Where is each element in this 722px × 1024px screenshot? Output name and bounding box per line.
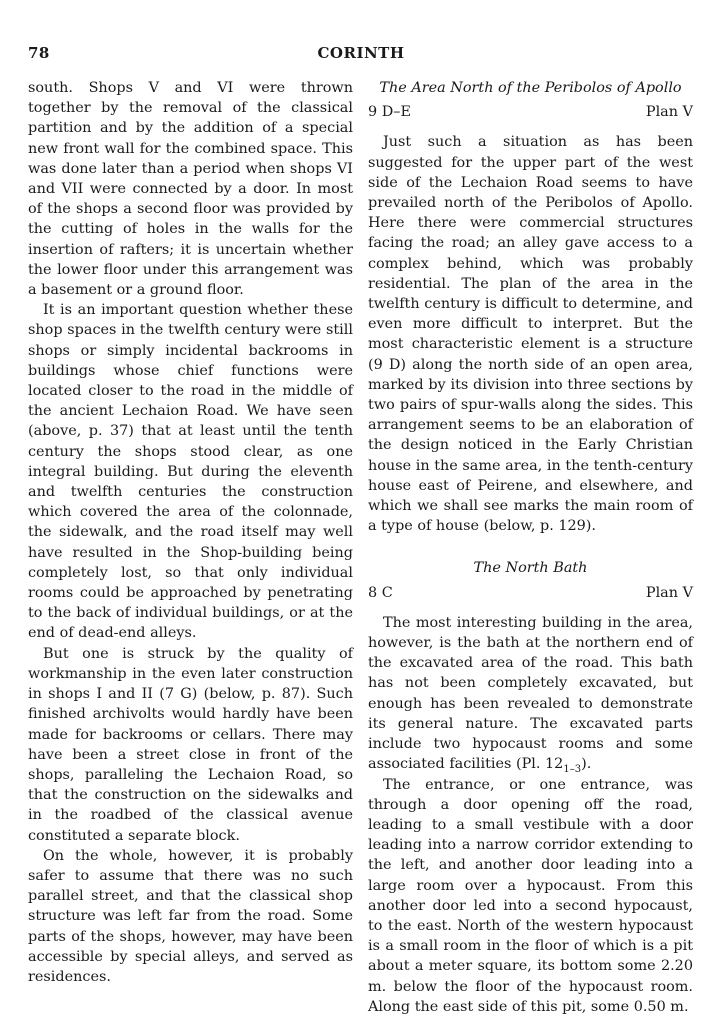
grid-reference: 8 C [368, 584, 393, 601]
plan-reference: Plan V [645, 104, 693, 121]
section-title: The North Bath [473, 560, 588, 577]
paragraph: south. Shops V and VI were thrown together by the removal of the classical partition and by the addition of a special new front wall for the combined space. This was done later than a period when shops VI and VII were connected by a door. In most of the shops a second floor was provided by the cutting of holes in the walls for the insertion of rafters; it is uncertain whether the lower floor under this arrangement was a basement or a ground floor. [28, 80, 353, 299]
left-column [28, 78, 353, 987]
section-reference [368, 583, 693, 603]
plan-reference: Plan V [645, 584, 693, 601]
section-reference [368, 102, 693, 122]
paragraph: On the whole, however, it is probably safer to assume that there was no such parallel street, and that the classical shop structure was left far from the road. Some parts of the shops, however, may have been accessible by special alleys, and served as residences. [28, 847, 353, 985]
paragraph: The entrance, or one entrance, was through a door opening off the road, leading to a small vestibule with a door leading into a narrow corridor extending to the left, and another door leading into a large room over a hypocaust. From this another door led into a second hypocaust, to the east. North of the western hypocaust is a small room in the floor of which is a pit about a meter square, its bottom some 2.20 m. below the floor of the hypocaust room. Along the east side of this pit, some 0.50 m. [368, 776, 693, 1015]
paragraph: It is an important question whether these shop spaces in the twelfth century were still shops or simply incidental backrooms in buildings whose chief functions were located closer to the road in the middle of the ancient Lechaion Road. We have seen (above, p. 37) that at least until the tenth century the shops stood clear, as one integral building. But during the eleventh and twelfth centuries the construction which covered the area of the colonnade, the sidewalk, and the road itself may well have resulted in the Shop-building being completely lost, so that only individual rooms could be approached by penetrating to the back of individual buildings, or at the end of dead-end alleys. [28, 302, 353, 642]
paragraph-text: The most interesting building in the area, however, is the bath at the northern end of the excavated area of the road. This bath has not been completely excavated, but enough has been revealed to demonstrate its general nature. The excavated parts include two hypocaust rooms and some associated facilities (Pl. 12 [368, 614, 693, 773]
right-column [368, 78, 693, 1017]
grid-reference: 9 D–E [368, 104, 411, 121]
paragraph: Just such a situation as has been suggested for the upper part of the west side of the Lechaion Road seems to have prevailed north of the Peribolos of Apollo. Here there were commercial structures facing the road; an alley gave access to a complex behind, which was probably residential. The plan of the area in the twelfth century is difficult to determine, and even more difficult to interpret. But the most characteristic element is a structure (9 D) along the north side of an open area, marked by its division into three sections by two pairs of spur-walls along the sides. This arrangement seems to be an elaboration of the design noticed in the Early Christian house in the same area, in the tenth-century house east of Peirene, and elsewhere, and which we shall see marks the main room of a type of house (below, p. 129). [368, 134, 693, 535]
section-title: The Area North of the Peribolos of Apollo [379, 80, 682, 96]
running-title: CORINTH [317, 44, 405, 62]
paragraph [368, 613, 693, 775]
page-number: 78 [28, 44, 50, 62]
paragraph-text-end: ). [581, 756, 592, 773]
paragraph: But one is struck by the quality of workmanship in the even later construction in shops I and II (7 G) (below, p. 87). Such finished archivolts would hardly have been made for backrooms or cellars. There may have been a street close in front of the shops, paralleling the Lechaion Road, so that the construction on the sidewalks and in the roadbed of the classical avenue constituted a separate block. [28, 645, 353, 844]
plate-subscript: 1–3 [563, 764, 582, 776]
